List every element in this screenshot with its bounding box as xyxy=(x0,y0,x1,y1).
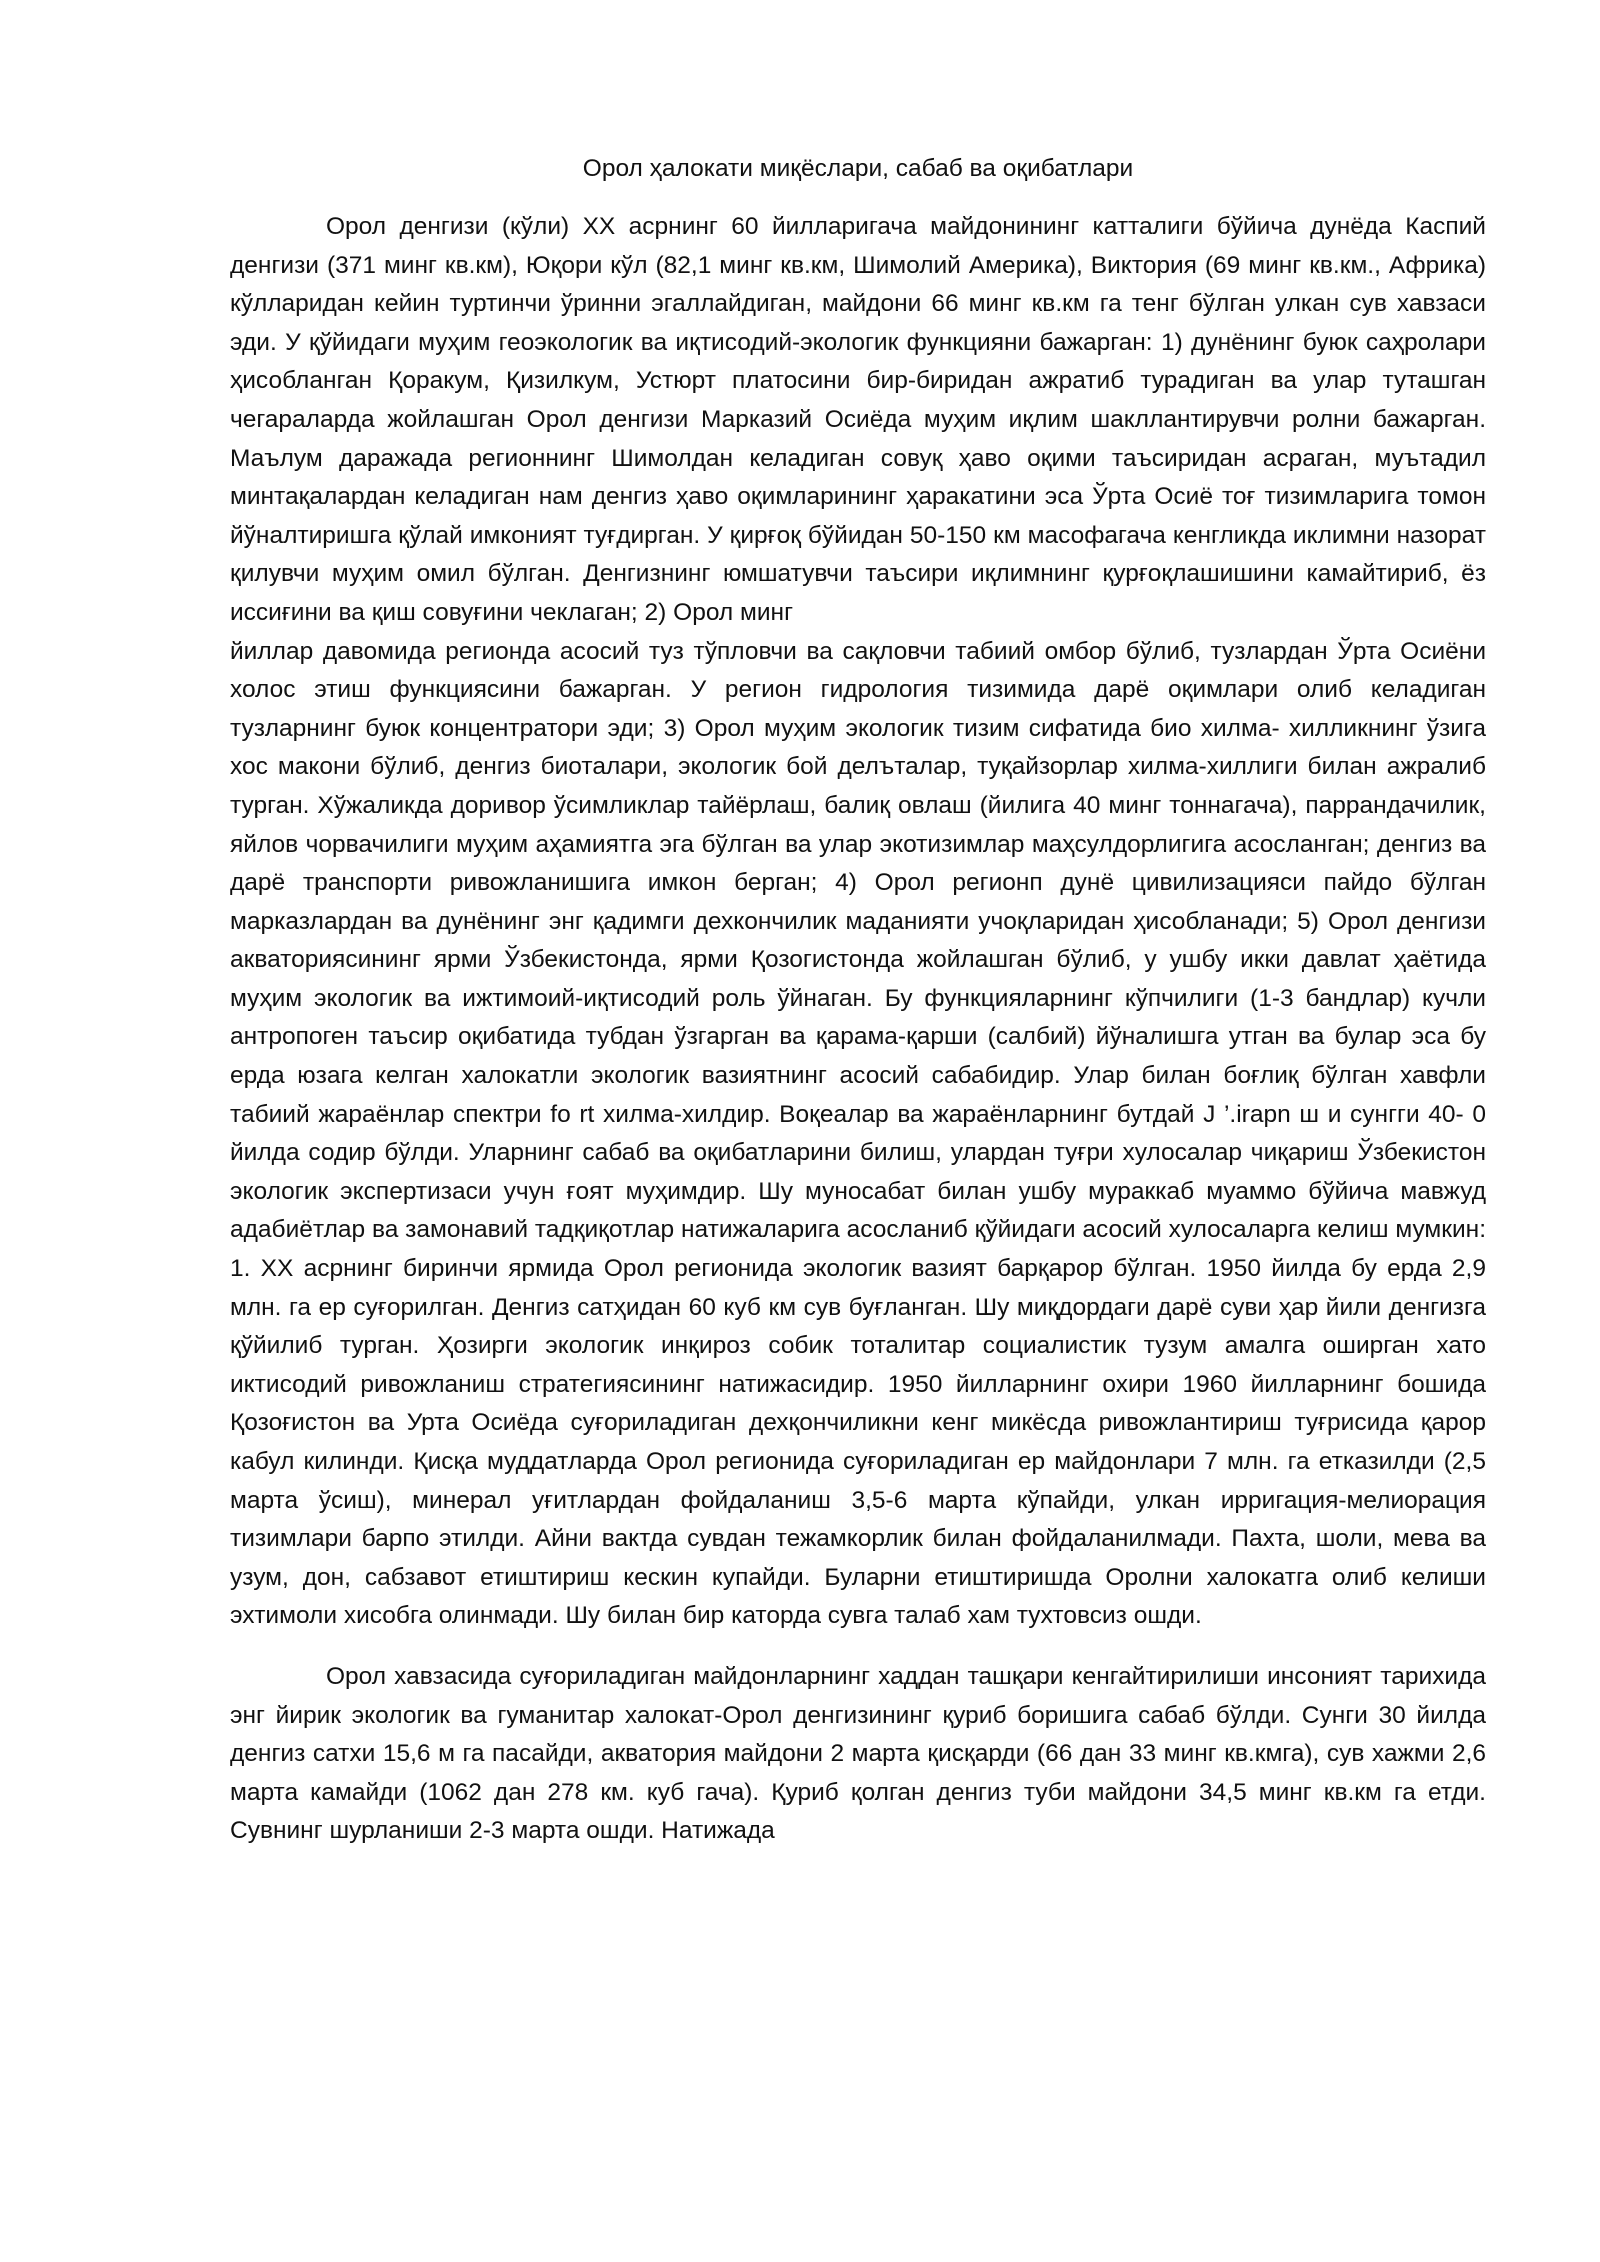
paragraph-3: Орол хавзасида суғориладиган майдонларнинг хаддан ташқари кенгайтирилиши инсоният тарихида энг йирик экологик ва гуманитар халокат-Орол денгизининг қуриб боришига сабаб бўлди. Сунги 30 йилда денгиз сатхи 15,6 м га пасайди, акватория майдони 2 марта қисқарди (66 дан 33 минг кв.кмга), сув хажми 2,6 марта камайди (1062 дан 278 км. куб гача). Қуриб қолган денгиз туби майдони 34,5 минг кв.км га етди. Сувнинг шурланиши 2-3 марта ошди. Натижада xyxy=(230,1662,1486,1845)
document-body xyxy=(230,150,1486,1851)
paragraph-1: Орол денгизи (кўли) XX асрнинг 60 йилларигача майдонининг катталиги бўйича дунёда Каспий денгизи (371 минг кв.км), Юқори кўл (82,1 минг кв.км, Шимолий Америка), Виктория (69 минг кв.км., Африка) кўлларидан кейин туртинчи ўринни эгаллайдиган, майдони 66 минг кв.км га тенг бўлган улкан сув хавзаси эди. У қўйидаги муҳим геоэкологик ва иқтисодий-экологик функцияни бажарган: 1) дунёнинг буюк саҳролари ҳисобланган Қоракум, Қизилкум, Устюрт платосини бир-биридан ажратиб турадиган ва улар туташган чегараларда жойлашган Орол денгизи Марказий Осиёда муҳим иқлим шакллантирувчи ролни бажарган. Маълум даражада регионнинг Шимолдан келадиган совуқ ҳаво оқими таъсиридан асраган, муътадил минтақалардан келадиган нам денгиз ҳаво оқимларининг ҳаракатини эса Ўрта Осиё тоғ тизимларига томон йўналтиришга қўлай имконият туғдирган. У қирғоқ бўйидан 50-150 км масофагача кенгликда иклимни назорат қилувчи муҳим омил бўлган. Денгизнинг юмшатувчи таъсири иқлимнинг қурғоқлашишини камайтириб, ёз иссиғини ва қиш совуғини чеклаган; 2) Орол минг xyxy=(230,213,1486,626)
document-title: Орол ҳалокати миқёслари, сабаб ва оқибатлари xyxy=(582,155,1134,182)
paragraph-2: йиллар давомида регионда асосий туз тўпловчи ва сақловчи табиий омбор бўлиб, тузлардан Ўрта Осиёни холос этиш функциясини бажарган. У регион гидрология тизимида дарё оқимлари олиб келадиган тузларнинг буюк концентратори эди; 3) Орол муҳим экологик тизим сифатида био хилма- хилликнинг ўзига хос макони бўлиб, денгиз биоталари, экологик бой делъталар, туқайзорлар хилма-хиллиги билан ажралиб турган. Хўжаликда доривор ўсимликлар тайёрлаш, балиқ овлаш (йилига 40 минг тоннагача), паррандачилик, яйлов чорвачилиги муҳим аҳамиятга эга бўлган ва улар экотизимлар маҳсулдорлигига асосланган; денгиз ва дарё транспорти ривожланишига имкон берган; 4) Орол регионп дунё цивилизацияси пайдо бўлган марказлардан ва дунёнинг энг қадимги дехкончилик маданияти учоқларидан ҳисобланади; 5) Орол денгизи акваториясининг ярми Ўзбекистонда, ярми Қозогистонда жойлашган бўлиб, у ушбу икки давлат ҳаётида муҳим экологик ва ижтимоий-иқтисодий роль ўйнаган. Бу функцияларнинг кўпчилиги (1-3 бандлар) кучли антропоген таъсир оқибатида тубдан ўзгарган ва қарама-қарши (салбий) йўналишга утган ва булар эса бу ерда юзага келган халокатли экологик вазиятнинг асосий сабабидир. Улар билан боғлиқ бўлган хавфли табиий жараёнлар спектри fo rt хилма-хилдир. Воқеалар ва жараёнларнинг бутдай J ’.irapn ш и сунгги 40- 0 йилда содир бўлди. Уларнинг сабаб ва оқибатларини билиш, улардан туғри хулосалар чиқариш Ўзбекистон экологик экспертизаси учун ғоят муҳимдир. Шу муносабат билан ушбу мураккаб муаммо бўйича мавжуд адабиётлар ва замонавий тадқиқотлар натижаларига асосланиб қўйидаги асосий хулосаларга келиш мумкин: 1. XX асрнинг биринчи ярмида Орол регионида экологик вазият барқарор бўлган. 1950 йилда бу ерда 2,9 млн. га ер суғорилган. Денгиз сатҳидан 60 куб км сув буғланган. Шу миқдордаги дарё суви ҳар йили денгизга қўйилиб турган. Ҳозирги экологик инқироз собик тоталитар социалистик тузум амалга оширган хато иктисодий ривожланиш стратегиясининг натижасидир. 1950 йилларнинг охири 1960 йилларнинг бошида Қозоғистон ва Урта Осиёда суғориладиган дехқончиликни кенг микёсда ривожлантириш туғрисида қарор кабул килинди. Қисқа муддатларда Орол регионида суғориладиган ер майдонлари 7 млн. га етказилди (2,5 марта ўсиш), минерал уғитлардан фойдаланиш 3,5-6 марта кўпайди, улкан ирригация-мелиорация тизимлари барпо этилди. Айни вактда сувдан тежамкорлик билан фойдаланилмади. Пахта, шоли, мева ва узум, дон, сабзавот етиштириш кескин купайди. Буларни етиштиришда Оролни халокатга олиб келиши эхтимоли хисобга олинмади. Шу билан бир каторда сувга талаб хам тухтовсиз ошди. xyxy=(230,637,1486,1630)
